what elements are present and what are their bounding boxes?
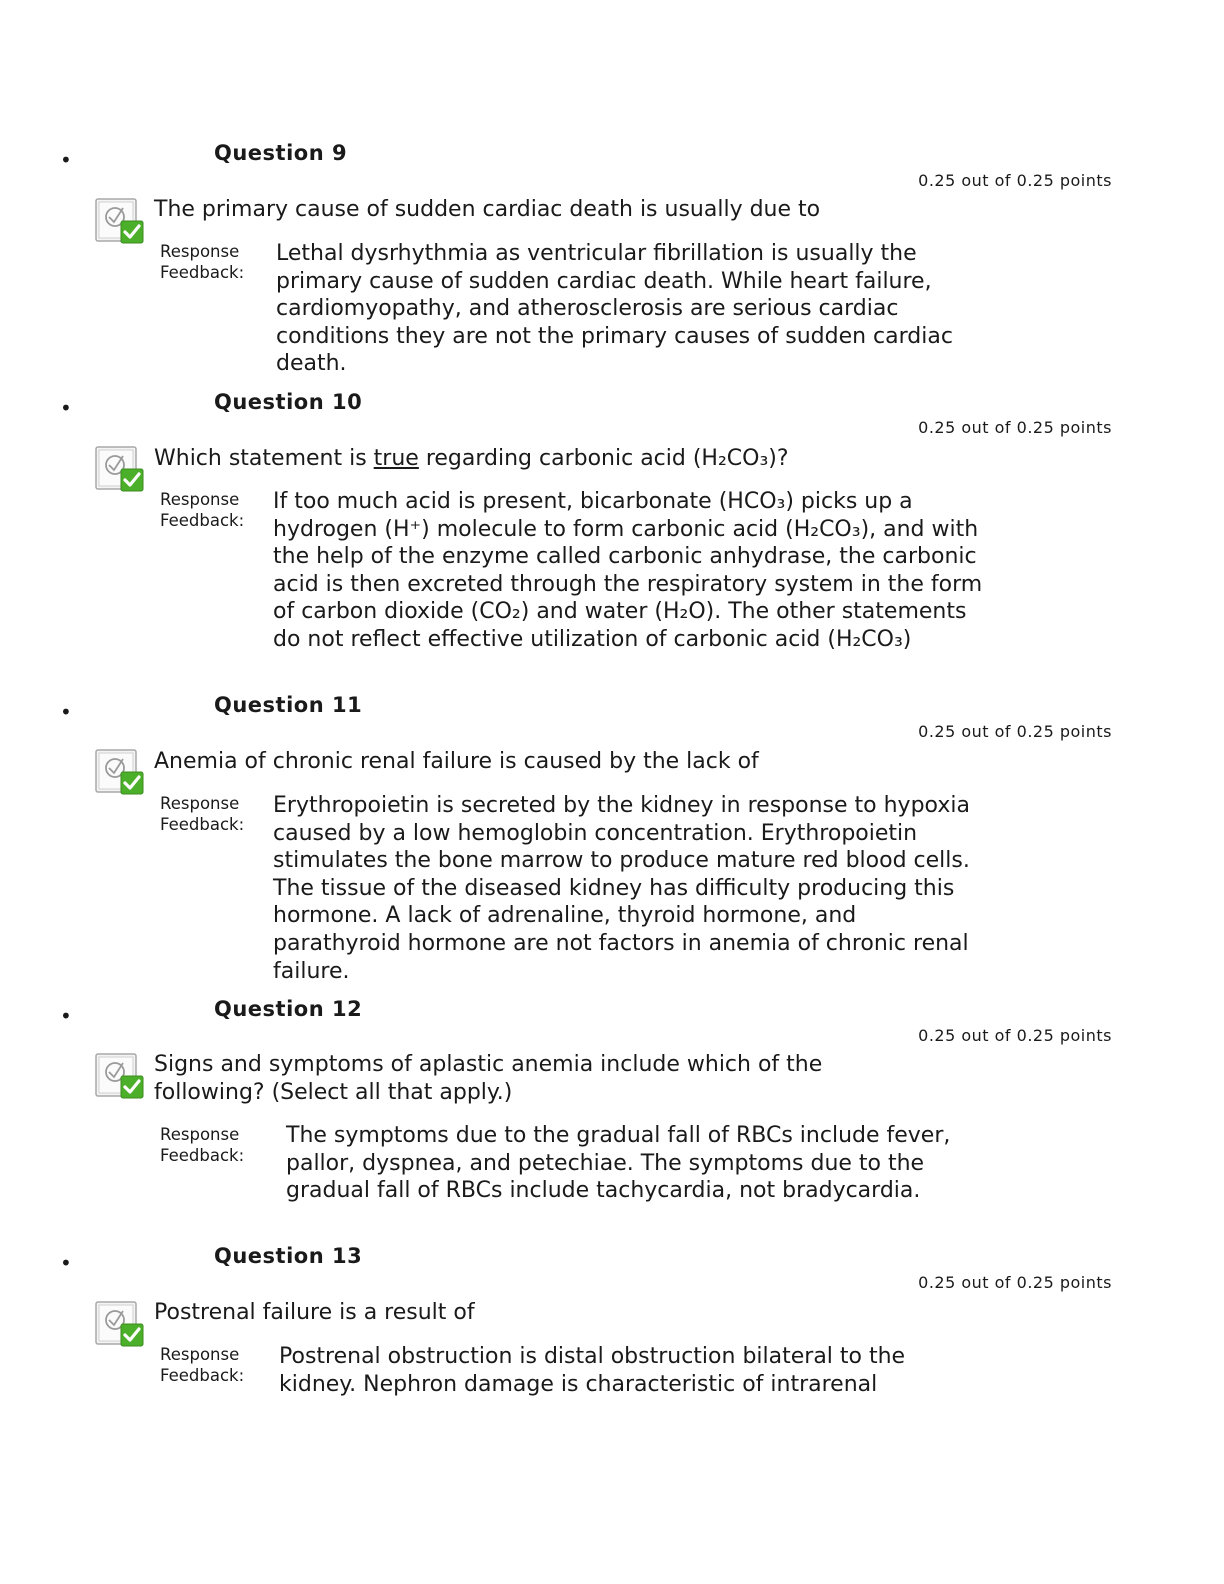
correct-check-icon bbox=[95, 445, 145, 495]
list-bullet: • bbox=[60, 1004, 72, 1028]
points-score: 0.25 out of 0.25 points bbox=[918, 1026, 1112, 1045]
points-score: 0.25 out of 0.25 points bbox=[918, 722, 1112, 741]
list-bullet: • bbox=[60, 148, 72, 172]
question-text-emphasis: true bbox=[373, 446, 419, 471]
question-title: Question 13 bbox=[214, 1244, 363, 1268]
feedback-label-line1: Response bbox=[160, 242, 240, 261]
response-feedback-label bbox=[160, 793, 244, 835]
correct-check-icon bbox=[95, 748, 145, 798]
feedback-label-line2: Feedback: bbox=[160, 511, 245, 530]
question-text bbox=[154, 445, 914, 473]
feedback-text: If too much acid is present, bicarbonate (HCO₃) picks up a hydrogen (H⁺) molecule to form carbonic acid (H₂CO₃), and with the help of the enzyme called carbonic anhydrase, the carbonic acid is then excreted through the respiratory system in the form of carbon dioxide (CO₂) and water (H₂O). The other statements do not reflect effective utilization of carbonic acid (H₂CO₃) bbox=[273, 489, 983, 652]
question-title: Question 9 bbox=[214, 141, 348, 165]
question-title: Question 12 bbox=[214, 997, 363, 1021]
question-text: The primary cause of sudden cardiac death is usually due to bbox=[154, 197, 821, 222]
question-text: Signs and symptoms of aplastic anemia include which of the following? (Select all that apply.) bbox=[154, 1052, 823, 1105]
points-score: 0.25 out of 0.25 points bbox=[918, 418, 1112, 437]
feedback-label-line1: Response bbox=[160, 794, 240, 813]
question-title: Question 11 bbox=[214, 693, 363, 717]
response-feedback-label bbox=[160, 1124, 244, 1166]
points-score: 0.25 out of 0.25 points bbox=[918, 1273, 1112, 1292]
feedback-text: The symptoms due to the gradual fall of RBCs include fever, pallor, dyspnea, and petechiae. The symptoms due to the gradual fall of RBCs include tachycardia, not bradycardia. bbox=[286, 1123, 951, 1204]
list-bullet: • bbox=[60, 700, 72, 724]
correct-check-icon bbox=[95, 197, 145, 247]
feedback-label-line2: Feedback: bbox=[160, 1146, 245, 1165]
correct-check-icon bbox=[95, 1300, 145, 1350]
response-feedback-label bbox=[160, 241, 244, 283]
feedback-label-line2: Feedback: bbox=[160, 1366, 245, 1385]
feedback-text: Postrenal obstruction is distal obstruction bilateral to the kidney. Nephron damage is characteristic of intrarenal bbox=[279, 1344, 906, 1397]
question-text: Postrenal failure is a result of bbox=[154, 1300, 475, 1325]
response-feedback-label bbox=[160, 489, 244, 531]
feedback-text: Erythropoietin is secreted by the kidney in response to hypoxia caused by a low hemoglobin concentration. Erythropoietin stimulates the bone marrow to produce mature red blood cells. The tissue of the diseased kidney has difficulty producing this hormone. A lack of adrenaline, thyroid hormone, and parathyroid hormone are not factors in anemia of chronic renal failure. bbox=[273, 793, 970, 984]
question-text: Anemia of chronic renal failure is caused by the lack of bbox=[154, 749, 759, 774]
response-feedback-label bbox=[160, 1344, 244, 1386]
question-title: Question 10 bbox=[214, 390, 363, 414]
feedback-label-line1: Response bbox=[160, 1125, 240, 1144]
feedback-label-line1: Response bbox=[160, 490, 240, 509]
feedback-label-line2: Feedback: bbox=[160, 815, 245, 834]
list-bullet: • bbox=[60, 396, 72, 420]
question-text-after: regarding carbonic acid (H₂CO₃)? bbox=[418, 446, 789, 471]
points-score: 0.25 out of 0.25 points bbox=[918, 171, 1112, 190]
feedback-text: Lethal dysrhythmia as ventricular fibrillation is usually the primary cause of sudden cardiac death. While heart failure, cardiomyopathy, and atherosclerosis are serious cardiac conditions they are not the primary causes of sudden cardiac death. bbox=[276, 241, 953, 377]
feedback-label-line2: Feedback: bbox=[160, 263, 245, 282]
correct-check-icon bbox=[95, 1052, 145, 1102]
feedback-label-line1: Response bbox=[160, 1345, 240, 1364]
list-bullet: • bbox=[60, 1251, 72, 1275]
question-text-before: Which statement is bbox=[154, 446, 374, 471]
